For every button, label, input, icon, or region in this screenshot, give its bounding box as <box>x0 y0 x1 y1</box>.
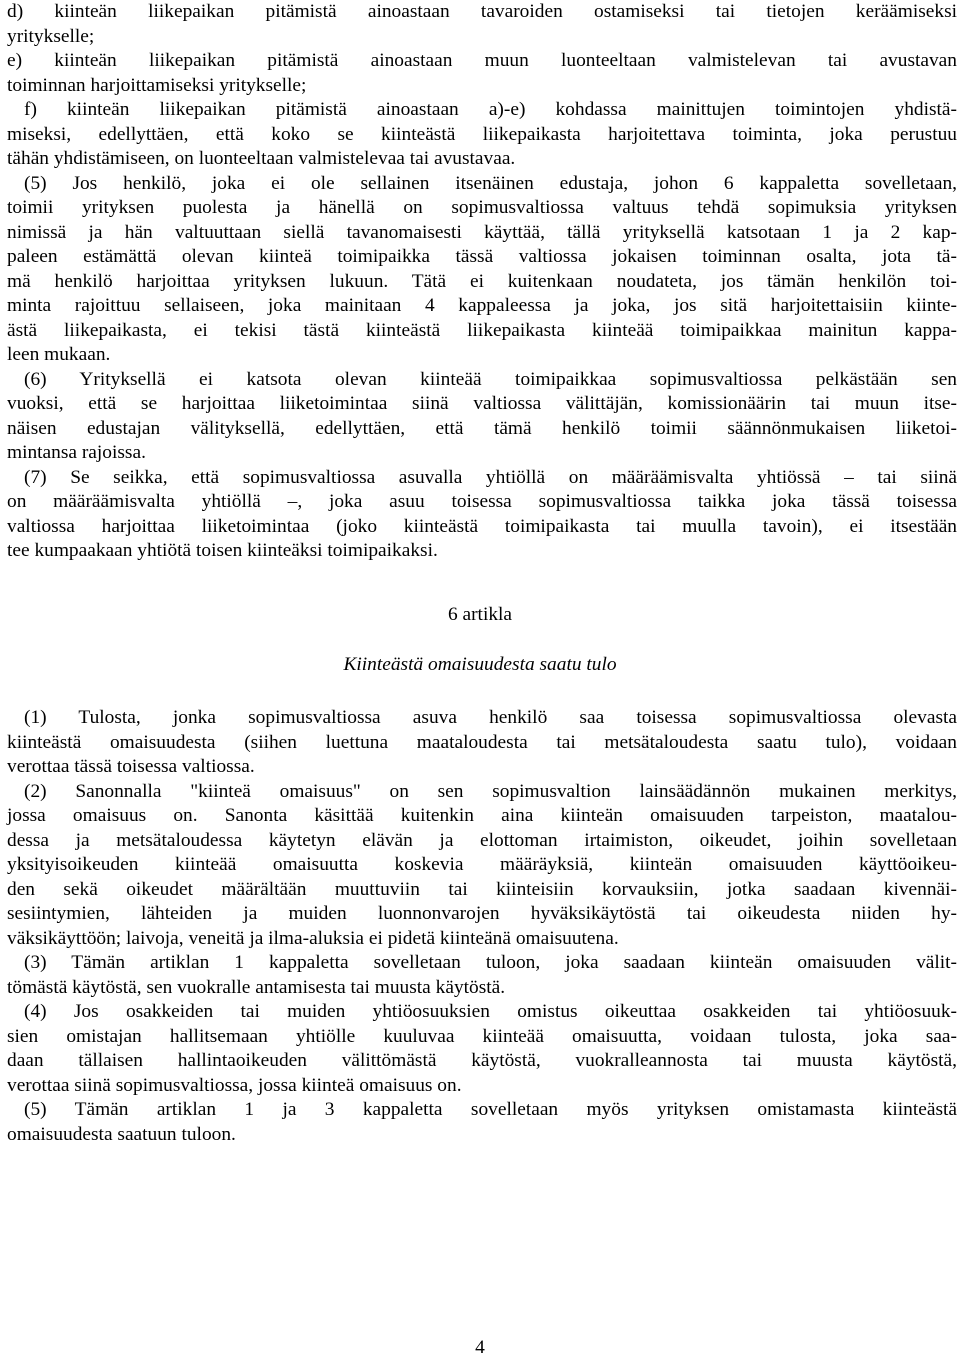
text-line: (4) Jos osakkeiden tai muiden yhtiöosuuksien omistus oikeuttaa osakkeiden tai yhtiöosuuk- <box>24 1001 957 1022</box>
text-line: toimii yrityksen puolesta ja hänellä on sopimusvaltiossa valtuus tehdä sopimuksia yrityksen <box>7 197 957 218</box>
text-line: (6) Yrityksellä ei katsota olevan kiinteää toimipaikkaa sopimusvaltiossa pelkästään sen <box>24 368 957 390</box>
text-line: nimissä ja hän valtuuttaan siellä tavanomaisesti käyttää, tällä yrityksellä katsotaan 1 ja 2 kap- <box>7 221 957 243</box>
text-line: yritykselle; <box>7 25 95 47</box>
article-subheading: Kiinteästä omaisuudesta saatu tulo <box>343 654 617 675</box>
article-heading: 6 artikla <box>447 604 513 625</box>
text-line: sesiintymien, lähteiden ja muiden luonnonvarojen hyväksikäytöstä tai oikeudesta niiden hy- <box>7 903 957 924</box>
text-line: minta rajoittuu sellaiseen, joka mainitaan 4 kappaleessa ja joka, jos sitä harjoitettaisiin kiinte- <box>7 295 957 316</box>
text-line: väksikäyttöön; laivoja, veneitä ja ilma-aluksia ei pidetä kiinteänä omaisuutena. <box>7 927 619 949</box>
document-body-lower <box>7 706 957 1147</box>
text-line: (5) Tämän artiklan 1 ja 3 kappaletta sovelletaan myös yrityksen omistamasta kiinteästä <box>24 1099 957 1120</box>
text-line: ästä liikepaikasta, ei tekisi tästä kiinteästä liikepaikasta kiinteää toimipaikkaa mainitun kappa- <box>7 319 957 341</box>
text-line: mintansa rajoissa. <box>7 442 146 463</box>
text-line: paleen estämättä olevan kiinteä toimipaikka tässä valtiossa jokaisen toiminnan osalta, jota tä- <box>7 246 957 267</box>
text-line: (7) Se seikka, että sopimusvaltiossa asuvalla yhtiöllä on määräämisvalta yhtiössä – tai siinä <box>24 466 957 488</box>
text-line: d) kiinteän liikepaikan pitämistä ainoastaan tavaroiden ostamiseksi tai tietojen keräämiseksi <box>7 1 957 22</box>
text-line: toiminnan harjoittamiseksi yritykselle; <box>7 74 307 96</box>
text-line: dessa ja metsätaloudessa käytetyn elävän ja elottoman irtaimiston, oikeudet, joihin sovelletaan <box>7 829 957 851</box>
text-line: tähän yhdistämiseen, on luonteeltaan valmistelevaa tai avustavaa. <box>7 148 516 169</box>
text-line: vuoksi, että se harjoittaa liiketoimintaa siinä valtiossa välittäjän, komissionäärin tai muun itse- <box>7 393 957 414</box>
text-line: omaisuudesta saatuun tuloon. <box>7 1123 236 1145</box>
text-line: mä henkilö harjoittaa yrityksen lukuun. Tätä ei kuitenkaan noudateta, jos tämän henkilön toi- <box>7 270 957 292</box>
text-line: f) kiinteän liikepaikan pitämistä ainoastaan a)-e) kohdassa mainittujen toimintojen yhdistä- <box>24 99 957 120</box>
text-line: (2) Sanonnalla "kiinteä omaisuus" on sen sopimusvaltion lainsäädännön mukainen merkitys, <box>24 780 957 802</box>
text-line: verottaa siinä sopimusvaltiossa, jossa kiinteä omaisuus on. <box>7 1074 462 1096</box>
text-line: näisen edustajan välityksellä, edellyttäen, että tämä henkilö toimii säännönmukaisen liiketoi- <box>7 417 957 439</box>
text-line: den sekä oikeudet määrältään muuttuviin tai kiinteisiin korvauksiin, jotka saadaan kivennäi- <box>7 878 957 900</box>
text-line: sien omistajan hallitsemaan yhtiölle kuuluvaa kiinteää omaisuutta, voidaan tulosta, joka saa- <box>7 1025 957 1047</box>
text-line: yksityisoikeuden kiinteää omaisuutta koskevia määräyksiä, kiinteän omaisuuden käyttöoikeu- <box>7 854 957 875</box>
text-line: jossa omaisuus on. Sanonta käsittää kuitenkin aina kiinteän omaisuuden tarpeiston, maatalou- <box>7 805 957 826</box>
text-line: verottaa tässä toisessa valtiossa. <box>7 756 255 777</box>
text-line: miseksi, edellyttäen, että koko se kiinteästä liikepaikasta harjoitettava toiminta, joka perustuu <box>7 123 957 145</box>
text-line: daan tällaisen hallintaoikeuden välittömästä käytöstä, vuokralleannosta tai muusta käytöstä, <box>7 1050 957 1071</box>
text-line: (5) Jos henkilö, joka ei ole sellainen itsenäinen edustaja, johon 6 kappaletta sovelletaan, <box>24 172 957 194</box>
text-line: (3) Tämän artiklan 1 kappaletta sovelletaan tuloon, joka saadaan kiinteän omaisuuden välit- <box>24 952 957 973</box>
page-number: 4 <box>475 1337 485 1358</box>
text-line: on määräämisvalta yhtiöllä –, joka asuu toisessa sopimusvaltiossa taikka joka tässä toisessa <box>7 491 957 512</box>
text-line: tömästä käytöstä, sen vuokralle antamisesta tai muusta käytöstä. <box>7 976 506 998</box>
document-body-upper <box>7 0 957 564</box>
text-line: leen mukaan. <box>7 344 111 365</box>
text-line: valtiossa harjoittaa liiketoimintaa (joko kiinteästä toimipaikasta tai muulla tavoin), ei itsestään <box>7 515 957 537</box>
text-line: (1) Tulosta, jonka sopimusvaltiossa asuva henkilö saa toisessa sopimusvaltiossa olevasta <box>24 707 957 728</box>
text-line: tee kumpaakaan yhtiötä toisen kiinteäksi toimipaikaksi. <box>7 540 438 561</box>
text-line: kiinteästä omaisuudesta (siihen luettuna maataloudesta tai metsätaloudesta saatu tulo), voidaan <box>7 731 957 753</box>
text-line: e) kiinteän liikepaikan pitämistä ainoastaan muun luonteeltaan valmistelevan tai avustavan <box>7 50 957 71</box>
